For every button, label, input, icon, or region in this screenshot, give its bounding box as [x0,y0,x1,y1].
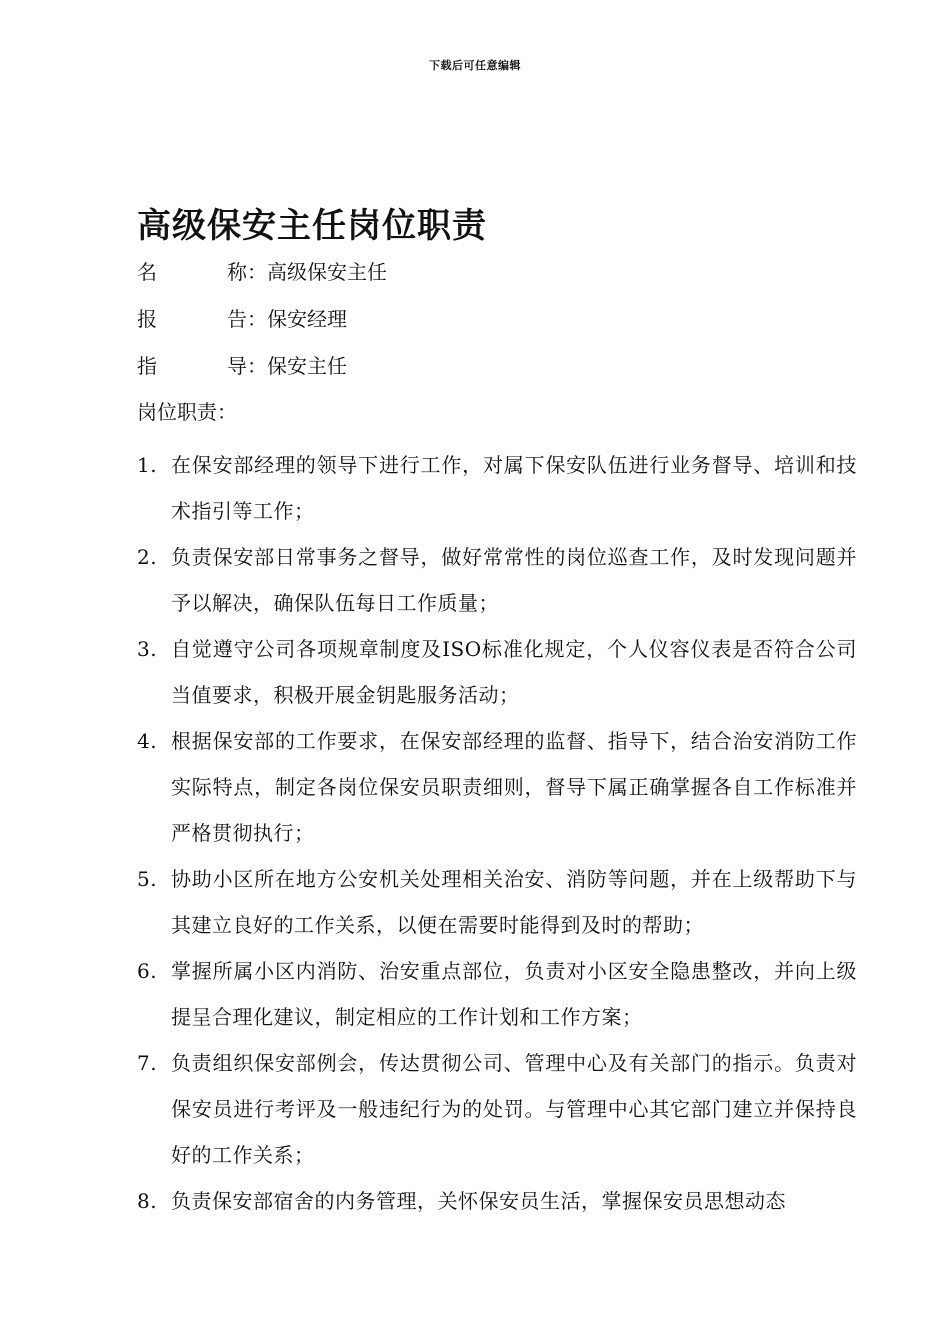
duty-text: 负责保安部宿舍的内务管理，关怀保安员生活，掌握保安员思想动态 [171,1189,786,1213]
meta-label: 名称 [137,260,247,284]
duty-number: 5. [137,867,158,891]
meta-value: ：保安主任 [247,354,347,378]
duty-item [137,534,857,626]
duty-text: 负责保安部日常事务之督导，做好常常性的岗位巡查工作，及时发现问题并予以解决，确保队伍每日工作质量； [171,545,857,615]
duty-number: 3. [137,637,158,661]
duty-text: 在保安部经理的领导下进行工作，对属下保安队伍进行业务督导、培训和技术指引等工作； [171,453,857,523]
duty-number: 2. [137,545,158,569]
duties-heading: 岗位职责： [137,400,237,424]
duty-number: 1. [137,453,158,477]
duty-item [137,626,857,718]
meta-label: 报告 [137,307,247,331]
header-note: 下载后可任意编辑 [429,59,521,72]
duty-item [137,1040,857,1178]
duties-list [137,442,857,1224]
duty-text: 负责组织保安部例会，传达贯彻公司、管理中心及有关部门的指示。负责对保安员进行考评及一般违纪行为的处罚。与管理中心其它部门建立并保持良好的工作关系； [171,1051,857,1167]
duty-text: 根据保安部的工作要求，在保安部经理的监督、指导下，结合治安消防工作实际特点，制定各岗位保安员职责细则，督导下属正确掌握各自工作标准并严格贯彻执行； [171,729,857,845]
meta-row-report [137,305,347,333]
duty-text: 协助小区所在地方公安机关处理相关治安、消防等问题，并在上级帮助下与其建立良好的工作关系，以便在需要时能得到及时的帮助； [171,867,857,937]
duty-number: 6. [137,959,158,983]
document-title: 高级保安主任岗位职责 [137,206,487,246]
meta-row-guide [137,352,347,380]
duty-item [137,442,857,534]
duty-number: 8. [137,1189,158,1213]
duty-number: 7. [137,1051,158,1075]
duty-item [137,1178,857,1224]
meta-label: 指导 [137,354,247,378]
meta-value: ：高级保安主任 [247,260,387,284]
duty-number: 4. [137,729,158,753]
duty-item [137,856,857,948]
duty-item [137,948,857,1040]
duty-text: 自觉遵守公司各项规章制度及ISO标准化规定，个人仪容仪表是否符合公司当值要求，积极开展金钥匙服务活动； [171,637,857,707]
meta-row-name [137,258,387,286]
duty-item [137,718,857,856]
duty-text: 掌握所属小区内消防、治安重点部位，负责对小区安全隐患整改，并向上级提呈合理化建议，制定相应的工作计划和工作方案； [171,959,857,1029]
meta-value: ：保安经理 [247,307,347,331]
